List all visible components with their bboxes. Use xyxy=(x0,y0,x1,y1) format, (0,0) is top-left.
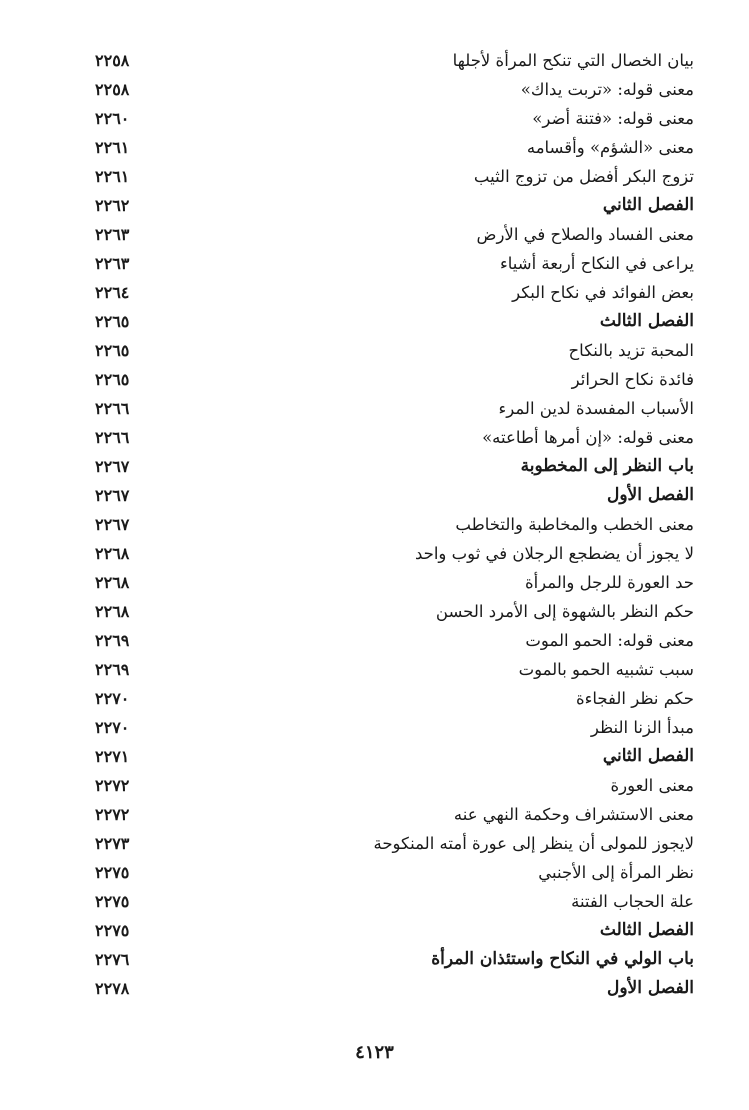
toc-entry xyxy=(88,423,694,452)
toc-entry-page-number: ٢٢٧٢ xyxy=(95,805,130,824)
toc-entry xyxy=(88,568,694,597)
toc-entry-page-number: ٢٢٦٩ xyxy=(95,660,130,679)
toc-entry-title: نظر المرأة إلى الأجنبي xyxy=(538,863,694,882)
toc-entry-title: معنى قوله: «فتنة أضر» xyxy=(532,109,694,128)
toc-entry xyxy=(88,771,694,800)
toc-entry-page-number: ٢٢٧٠ xyxy=(95,718,130,737)
toc-entry xyxy=(88,75,694,104)
toc-entry-page-number: ٢٢٦٠ xyxy=(95,109,130,128)
toc-entry-title: الفصل الأول xyxy=(606,978,694,998)
toc-entry-title: حد العورة للرجل والمرأة xyxy=(524,573,694,592)
toc-entry-page-number: ٢٢٦٥ xyxy=(95,312,130,331)
toc-entry-page-number: ٢٢٦٧ xyxy=(95,457,130,476)
toc-entry xyxy=(88,249,694,278)
toc-entry-title: بيان الخصال التي تنكح المرأة لأجلها xyxy=(452,51,694,70)
toc-entry xyxy=(88,597,694,626)
toc-entry-title: الفصل الثالث xyxy=(599,311,694,331)
toc-entry-title: مبدأ الزنا النظر xyxy=(590,718,694,737)
toc-entry-title: الأسباب المفسدة لدين المرء xyxy=(498,399,694,418)
toc-entry-title: يراعى في النكاح أربعة أشياء xyxy=(499,254,694,273)
toc-entry-title: فائدة نكاح الحرائر xyxy=(571,370,694,389)
toc-entry-title: لا يجوز أن يضطجع الرجلان في ثوب واحد xyxy=(414,544,694,563)
toc-entry-title: حكم النظر بالشهوة إلى الأمرد الحسن xyxy=(435,602,694,621)
toc-entry-title: معنى قوله: «إن أمرها أطاعته» xyxy=(482,428,694,447)
page-number: ٤١٢٣ xyxy=(355,1042,394,1063)
toc-section-heading xyxy=(88,974,694,1003)
toc-entry xyxy=(88,829,694,858)
toc-entry-title: معنى العورة xyxy=(610,776,694,795)
toc-section-heading xyxy=(88,307,694,336)
toc-entry-page-number: ٢٢٦١ xyxy=(95,167,130,186)
toc-entry-title: الفصل الثاني xyxy=(602,746,694,766)
toc-entry xyxy=(88,858,694,887)
toc-entry-title: معنى الاستشراف وحكمة النهي عنه xyxy=(453,805,694,824)
toc-entry xyxy=(88,220,694,249)
toc-entry-page-number: ٢٢٦٧ xyxy=(95,486,130,505)
toc-entry-page-number: ٢٢٦٦ xyxy=(95,399,130,418)
toc-entry-page-number: ٢٢٦٩ xyxy=(95,631,130,650)
toc-entry-title: بعض الفوائد في نكاح البكر xyxy=(512,283,694,302)
toc-entry-title: سبب تشبيه الحمو بالموت xyxy=(518,660,694,679)
toc-entry-page-number: ٢٢٧٢ xyxy=(95,776,130,795)
toc-entry xyxy=(88,510,694,539)
toc-entry-page-number: ٢٢٦٢ xyxy=(95,196,130,215)
toc-entry-page-number: ٢٢٦٤ xyxy=(95,283,130,302)
toc-entry-title: المحبة تزيد بالنكاح xyxy=(568,341,694,360)
toc-entry-title: لايجوز للمولى أن ينظر إلى عورة أمته المنكوحة xyxy=(373,834,694,853)
toc-entry xyxy=(88,394,694,423)
toc-entry xyxy=(88,162,694,191)
toc-section-heading xyxy=(88,191,694,220)
toc-entry-page-number: ٢٢٦٣ xyxy=(95,254,130,273)
toc-entry-title: الفصل الأول xyxy=(606,485,694,505)
toc-entry xyxy=(88,887,694,916)
toc-entry-page-number: ٢٢٦٨ xyxy=(95,573,130,592)
toc-entry-title: معنى «الشؤم» وأقسامه xyxy=(526,138,694,157)
toc-entry-title: معنى قوله: الحمو الموت xyxy=(525,631,694,650)
table-of-contents xyxy=(88,46,694,1003)
toc-section-heading xyxy=(88,452,694,481)
toc-entry-title: تزوج البكر أفضل من تزوج الثيب xyxy=(473,167,694,186)
toc-entry xyxy=(88,626,694,655)
toc-entry xyxy=(88,133,694,162)
toc-entry-page-number: ٢٢٦٥ xyxy=(95,370,130,389)
toc-entry xyxy=(88,104,694,133)
toc-entry-title: معنى قوله: «تربت يداك» xyxy=(520,80,694,99)
toc-entry xyxy=(88,684,694,713)
toc-entry xyxy=(88,655,694,684)
toc-entry-page-number: ٢٢٦٥ xyxy=(95,341,130,360)
toc-entry xyxy=(88,800,694,829)
toc-entry-title: علة الحجاب الفتنة xyxy=(571,892,694,911)
toc-entry-page-number: ٢٢٧٥ xyxy=(95,892,130,911)
toc-entry-page-number: ٢٢٧٥ xyxy=(95,863,130,882)
toc-entry-title: حكم نظر الفجاءة xyxy=(575,689,694,708)
toc-entry-title: باب الولي في النكاح واستئذان المرأة xyxy=(431,949,694,969)
toc-entry xyxy=(88,336,694,365)
toc-entry xyxy=(88,278,694,307)
toc-entry-title: معنى الخطب والمخاطبة والتخاطب xyxy=(455,515,694,534)
toc-entry-page-number: ٢٢٦٧ xyxy=(95,515,130,534)
toc-entry-page-number: ٢٢٧٠ xyxy=(95,689,130,708)
toc-entry xyxy=(88,365,694,394)
toc-entry-page-number: ٢٢٦٣ xyxy=(95,225,130,244)
toc-section-heading xyxy=(88,916,694,945)
toc-entry-page-number: ٢٢٥٨ xyxy=(95,80,130,99)
toc-section-heading xyxy=(88,945,694,974)
toc-entry xyxy=(88,46,694,75)
toc-entry xyxy=(88,713,694,742)
toc-entry-title: الفصل الثالث xyxy=(599,920,694,940)
toc-entry-page-number: ٢٢٦٨ xyxy=(95,602,130,621)
toc-entry-page-number: ٢٢٦١ xyxy=(95,138,130,157)
toc-entry-page-number: ٢٢٦٦ xyxy=(95,428,130,447)
toc-entry-title: باب النظر إلى المخطوبة xyxy=(520,456,694,476)
toc-entry-title: الفصل الثاني xyxy=(602,195,694,215)
toc-entry-page-number: ٢٢٧٦ xyxy=(95,950,130,969)
toc-entry-page-number: ٢٢٦٨ xyxy=(95,544,130,563)
toc-entry-page-number: ٢٢٧٥ xyxy=(95,921,130,940)
toc-entry-page-number: ٢٢٧١ xyxy=(95,747,130,766)
toc-entry-page-number: ٢٢٥٨ xyxy=(95,51,130,70)
toc-entry-title: معنى الفساد والصلاح في الأرض xyxy=(476,225,694,244)
toc-section-heading xyxy=(88,481,694,510)
toc-entry-page-number: ٢٢٧٨ xyxy=(95,979,130,998)
toc-entry-page-number: ٢٢٧٣ xyxy=(95,834,130,853)
toc-section-heading xyxy=(88,742,694,771)
toc-entry xyxy=(88,539,694,568)
